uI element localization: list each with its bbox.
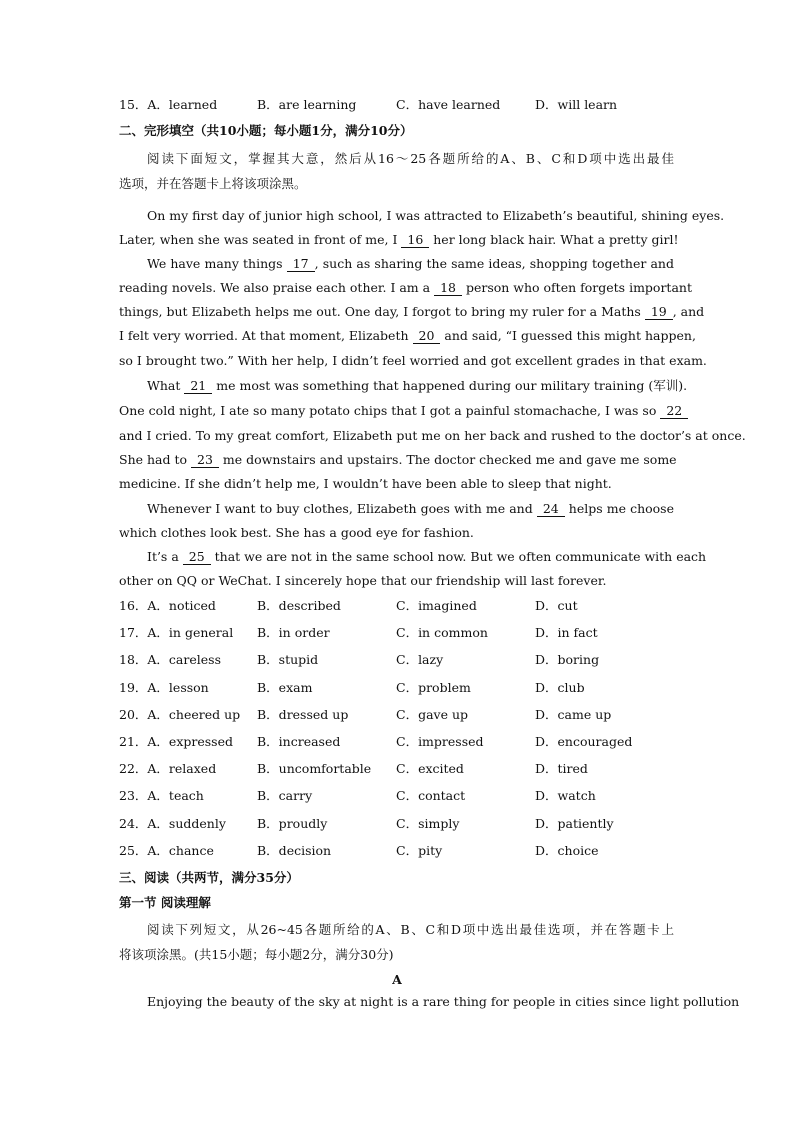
option-c: C．lazy bbox=[396, 652, 444, 667]
option-b: B．stupid bbox=[257, 652, 319, 667]
option-c: C．excited bbox=[396, 761, 464, 776]
blank-24: 24 bbox=[537, 502, 565, 517]
option-row bbox=[119, 733, 679, 751]
option-a bbox=[119, 733, 233, 751]
question-number: 15． bbox=[119, 97, 148, 112]
option-a bbox=[119, 679, 209, 697]
option-row bbox=[119, 760, 679, 778]
option-d: D．club bbox=[535, 680, 585, 695]
option-a bbox=[119, 651, 221, 669]
question-number: 25． bbox=[119, 843, 148, 858]
option-row bbox=[119, 787, 679, 805]
blank-19: 19 bbox=[645, 305, 673, 320]
option-row bbox=[119, 842, 679, 860]
passage-line: We have many things 17 , such as sharing the same ideas, shopping together and bbox=[147, 256, 674, 271]
option-b: B．uncomfortable bbox=[257, 761, 372, 776]
question-number: 19． bbox=[119, 680, 148, 695]
option-d: D．tired bbox=[535, 761, 588, 776]
option-a-text: A．chance bbox=[147, 843, 214, 858]
question-number: 16． bbox=[119, 598, 148, 613]
option-b: B．described bbox=[257, 598, 341, 613]
blank-22: 22 bbox=[660, 404, 688, 419]
option-a-text: A．teach bbox=[147, 788, 204, 803]
question-number: 17． bbox=[119, 625, 148, 640]
option-b: B．dressed up bbox=[257, 707, 349, 722]
passage-line: which clothes look best. She has a good eye for fashion. bbox=[119, 525, 474, 540]
option-b: B．are learning bbox=[257, 97, 357, 112]
option-c: C．gave up bbox=[396, 707, 469, 722]
option-a bbox=[119, 96, 217, 114]
option-a bbox=[119, 760, 216, 778]
passage-line: things, but Elizabeth helps me out. One day, I forgot to bring my ruler for a Maths 19 , and bbox=[119, 304, 705, 319]
option-a-text: A．expressed bbox=[147, 734, 233, 749]
option-a-text: A．noticed bbox=[147, 598, 216, 613]
option-row bbox=[119, 679, 679, 697]
option-a bbox=[119, 842, 214, 860]
option-c: C．pity bbox=[396, 843, 443, 858]
option-row bbox=[119, 651, 679, 669]
option-d: D．boring bbox=[535, 652, 600, 667]
option-b: B．increased bbox=[257, 734, 341, 749]
blank-17: 17 bbox=[287, 257, 315, 272]
option-c: C．imagined bbox=[396, 598, 477, 613]
question-15-options bbox=[119, 96, 679, 114]
blank-18: 18 bbox=[434, 281, 462, 296]
question-number: 20． bbox=[119, 707, 148, 722]
section-2-instruction-line-2: 选项，并在答题卡上将该项涂黑。 bbox=[119, 176, 307, 191]
option-d: D．patiently bbox=[535, 816, 614, 831]
question-number: 21． bbox=[119, 734, 148, 749]
passage-line: Whenever I want to buy clothes, Elizabeth goes with me and 24 helps me choose bbox=[147, 501, 674, 516]
option-d: D．came up bbox=[535, 707, 612, 722]
passage-line: One cold night, I ate so many potato chips that I got a painful stomachache, I was so 22 bbox=[119, 402, 674, 420]
option-a bbox=[119, 815, 226, 833]
passage-line: reading novels. We also praise each other. I am a 18 person who often forgets important bbox=[119, 280, 692, 295]
option-a bbox=[119, 706, 240, 724]
question-number: 23． bbox=[119, 788, 148, 803]
section-3-subheading: 第一节 阅读理解 bbox=[119, 895, 211, 910]
question-number: 22． bbox=[119, 761, 148, 776]
blank-21: 21 bbox=[184, 379, 212, 394]
passage-line: and I cried. To my great comfort, Elizabeth put me on her back and rushed to the doctor’s at once. bbox=[119, 428, 746, 443]
blank-20: 20 bbox=[413, 329, 441, 344]
section-2-instruction-line-1: 阅读下面短文，掌握其大意，然后从16～25各题所给的A、B、C和D项中选出最佳 bbox=[147, 151, 674, 166]
blank-25: 25 bbox=[183, 550, 211, 565]
passage-line: It’s a 25 that we are not in the same school now. But we often communicate with each bbox=[147, 549, 707, 564]
passage-line: On my first day of junior high school, I was attracted to Elizabeth’s beautiful, shining eyes. bbox=[147, 208, 725, 223]
passage-line: so I brought two.” With her help, I didn’t feel worried and got excellent grades in that exam. bbox=[119, 353, 707, 368]
passage-a-first-line: Enjoying the beauty of the sky at night is a rare thing for people in cities since light pollution bbox=[147, 994, 740, 1009]
blank-23: 23 bbox=[191, 453, 219, 468]
section-3-instruction-line-2: 将该项涂黑。(共15小题；每小题2分，满分30分) bbox=[119, 947, 394, 962]
passage-line: Later, when she was seated in front of me, I 16 her long black hair. What a pretty girl! bbox=[119, 232, 679, 247]
option-c: C．in common bbox=[396, 625, 488, 640]
option-a-text: A．relaxed bbox=[147, 761, 217, 776]
passage-line: I felt very worried. At that moment, Elizabeth 20 and said, “I guessed this might happen, bbox=[119, 328, 696, 343]
option-c: C．problem bbox=[396, 680, 471, 695]
option-a-text: A．careless bbox=[147, 652, 221, 667]
passage-line: She had to 23 me downstairs and upstairs. The doctor checked me and gave me some bbox=[119, 452, 677, 467]
passage-line: other on QQ or WeChat. I sincerely hope that our friendship will last forever. bbox=[119, 573, 607, 588]
question-number: 18． bbox=[119, 652, 148, 667]
passage-label: A bbox=[392, 972, 402, 987]
option-b: B．in order bbox=[257, 625, 330, 640]
option-a bbox=[119, 597, 216, 615]
option-c: C．contact bbox=[396, 788, 466, 803]
option-row bbox=[119, 597, 679, 615]
option-d: D．choice bbox=[535, 843, 599, 858]
option-row bbox=[119, 815, 679, 833]
option-a bbox=[119, 624, 233, 642]
option-a-text: A．in general bbox=[147, 625, 234, 640]
option-c: C．have learned bbox=[396, 97, 501, 112]
option-c: C．impressed bbox=[396, 734, 484, 749]
option-b: B．decision bbox=[257, 843, 332, 858]
option-b: B．exam bbox=[257, 680, 313, 695]
option-c: C．simply bbox=[396, 816, 460, 831]
option-d: D．in fact bbox=[535, 625, 598, 640]
option-b: B．proudly bbox=[257, 816, 328, 831]
section-3-instruction-line-1: 阅读下列短文，从26~45各题所给的A、B、C和D项中选出最佳选项，并在答题卡上 bbox=[147, 922, 674, 937]
section-3-heading: 三、阅读（共两节，满分35分） bbox=[119, 870, 299, 885]
option-d: D．cut bbox=[535, 598, 578, 613]
option-d: D．watch bbox=[535, 788, 596, 803]
option-a bbox=[119, 787, 204, 805]
option-d: D．encouraged bbox=[535, 734, 633, 749]
option-b: B．carry bbox=[257, 788, 313, 803]
option-d: D．will learn bbox=[535, 97, 618, 112]
passage-line: What 21 me most was something that happened during our military training (军训). bbox=[147, 378, 688, 393]
option-row bbox=[119, 624, 679, 642]
section-2-heading: 二、完形填空（共10小题；每小题1分，满分10分） bbox=[119, 123, 413, 138]
option-a-text: A．suddenly bbox=[147, 816, 226, 831]
option-a-text: A．lesson bbox=[147, 680, 209, 695]
question-number: 24． bbox=[119, 816, 148, 831]
passage-line: medicine. If she didn’t help me, I wouldn’t have been able to sleep that night. bbox=[119, 476, 612, 491]
blank-16: 16 bbox=[401, 233, 429, 248]
option-a-text: A．learned bbox=[147, 97, 218, 112]
option-row bbox=[119, 706, 679, 724]
option-a-text: A．cheered up bbox=[147, 707, 241, 722]
